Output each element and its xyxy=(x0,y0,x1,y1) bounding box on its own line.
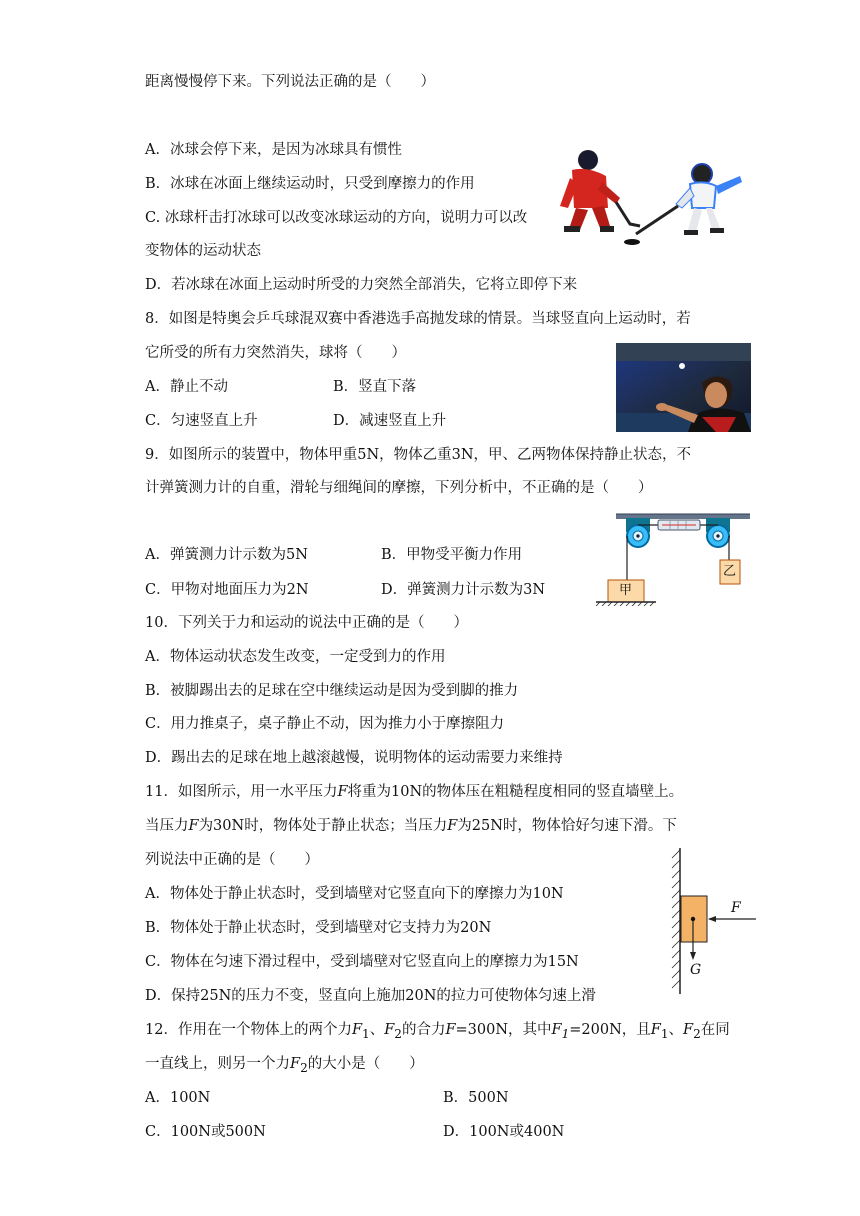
q12-option-a: A．100N xyxy=(145,1090,211,1106)
q12-stem-line1: 12．作用在一个物体上的两个力$F_1$、$F_2$的合力F=300N，其中$F_1=200N$，且$F_1$、$F_2$在同 xyxy=(145,1022,730,1041)
q8-option-b: B．竖直下落 xyxy=(333,379,417,395)
q10-option-b: B．被脚踢出去的足球在空中继续运动是因为受到脚的推力 xyxy=(145,683,519,699)
table-tennis-photo xyxy=(616,343,751,432)
q9-stem-line2: 计弹簧测力计的自重，滑轮与细绳间的摩擦，下列分析中，不正确的是（ ） xyxy=(145,480,653,496)
q11-stem-line1: 11．如图所示，用一水平压力F将重为10N的物体压在粗糙程度相同的竖直墙壁上。 xyxy=(145,784,684,800)
q8-option-d: D．减速竖直上升 xyxy=(333,413,447,429)
block-jia-label: 甲 xyxy=(619,583,633,598)
q11-stem-line3: 列说法中正确的是（ ） xyxy=(145,852,319,868)
q11-option-d: D．保持25N的压力不变，竖直向上施加20N的拉力可使物体匀速上滑 xyxy=(145,988,596,1004)
q9-stem-line1: 9．如图所示的装置中，物体甲重5N，物体乙重3N，甲、乙两物体保持静止状态，不 xyxy=(145,447,692,463)
q10-option-a: A．物体运动状态发生改变，一定受到力的作用 xyxy=(145,649,446,665)
q11-option-a: A．物体处于静止状态时，受到墙壁对它竖直向下的摩擦力为10N xyxy=(145,886,564,902)
force-f-label: F xyxy=(731,900,741,916)
pulley-spring-scale-figure xyxy=(592,510,754,606)
ice-hockey-figure xyxy=(550,148,750,256)
q10-option-c: C．用力推桌子，桌子静止不动，因为推力小于摩擦阻力 xyxy=(145,716,505,732)
block-yi-label: 乙 xyxy=(723,564,737,579)
q12-option-b: B．500N xyxy=(443,1090,509,1106)
q7-option-c-line2: 变物体的运动状态 xyxy=(145,243,261,259)
q8-stem-line2: 它所受的所有力突然消失，球将（ ） xyxy=(145,345,406,361)
q7-option-d: D．若冰球在冰面上运动时所受的力突然全部消失，它将立即停下来 xyxy=(145,277,578,293)
q9-option-d: D．弹簧测力计示数为3N xyxy=(381,582,546,598)
q7-option-c-line1: C. 冰球杆击打冰球可以改变冰球运动的方向，说明力可以改 xyxy=(145,210,528,226)
q11-stem-line2: 当压力F为30N时，物体处于静止状态；当压力F为25N时，物体恰好匀速下滑。下 xyxy=(145,818,677,834)
q9-option-a: A．弹簧测力计示数为5N xyxy=(145,547,308,563)
q7-option-b: B．冰球在冰面上继续运动时，只受到摩擦力的作用 xyxy=(145,176,475,192)
q12-stem-line2: 一直线上，则另一个力$F_2$的大小是（ ） xyxy=(145,1056,424,1075)
q10-option-d: D．踢出去的足球在地上越滚越慢，说明物体的运动需要力来维持 xyxy=(145,750,563,766)
wall-block-figure xyxy=(666,846,766,996)
q11-option-c: C．物体在匀速下滑过程中，受到墙壁对它竖直向上的摩擦力为15N xyxy=(145,954,579,970)
q9-option-b: B．甲物受平衡力作用 xyxy=(381,547,523,563)
q8-option-c: C．匀速竖直上升 xyxy=(145,413,258,429)
q12-option-d: D．100N或400N xyxy=(443,1124,565,1140)
q10-stem: 10．下列关于力和运动的说法中正确的是（ ） xyxy=(145,615,468,631)
q9-option-c: C．甲物对地面压力为2N xyxy=(145,582,309,598)
q12-option-c: C．100N或500N xyxy=(145,1124,266,1140)
q8-option-a: A．静止不动 xyxy=(145,379,228,395)
gravity-g-label: G xyxy=(690,962,702,978)
q8-stem-line1: 8．如图是特奥会乒乓球混双赛中香港选手高抛发球的情景。当球竖直向上运动时，若 xyxy=(145,311,691,327)
q11-option-b: B．物体处于静止状态时，受到墙壁对它支持力为20N xyxy=(145,920,492,936)
q7-option-a: A．冰球会停下来，是因为冰球具有惯性 xyxy=(145,142,402,158)
q7-stem-tail: 距离慢慢停下来。下列说法正确的是（ ） xyxy=(145,74,435,90)
